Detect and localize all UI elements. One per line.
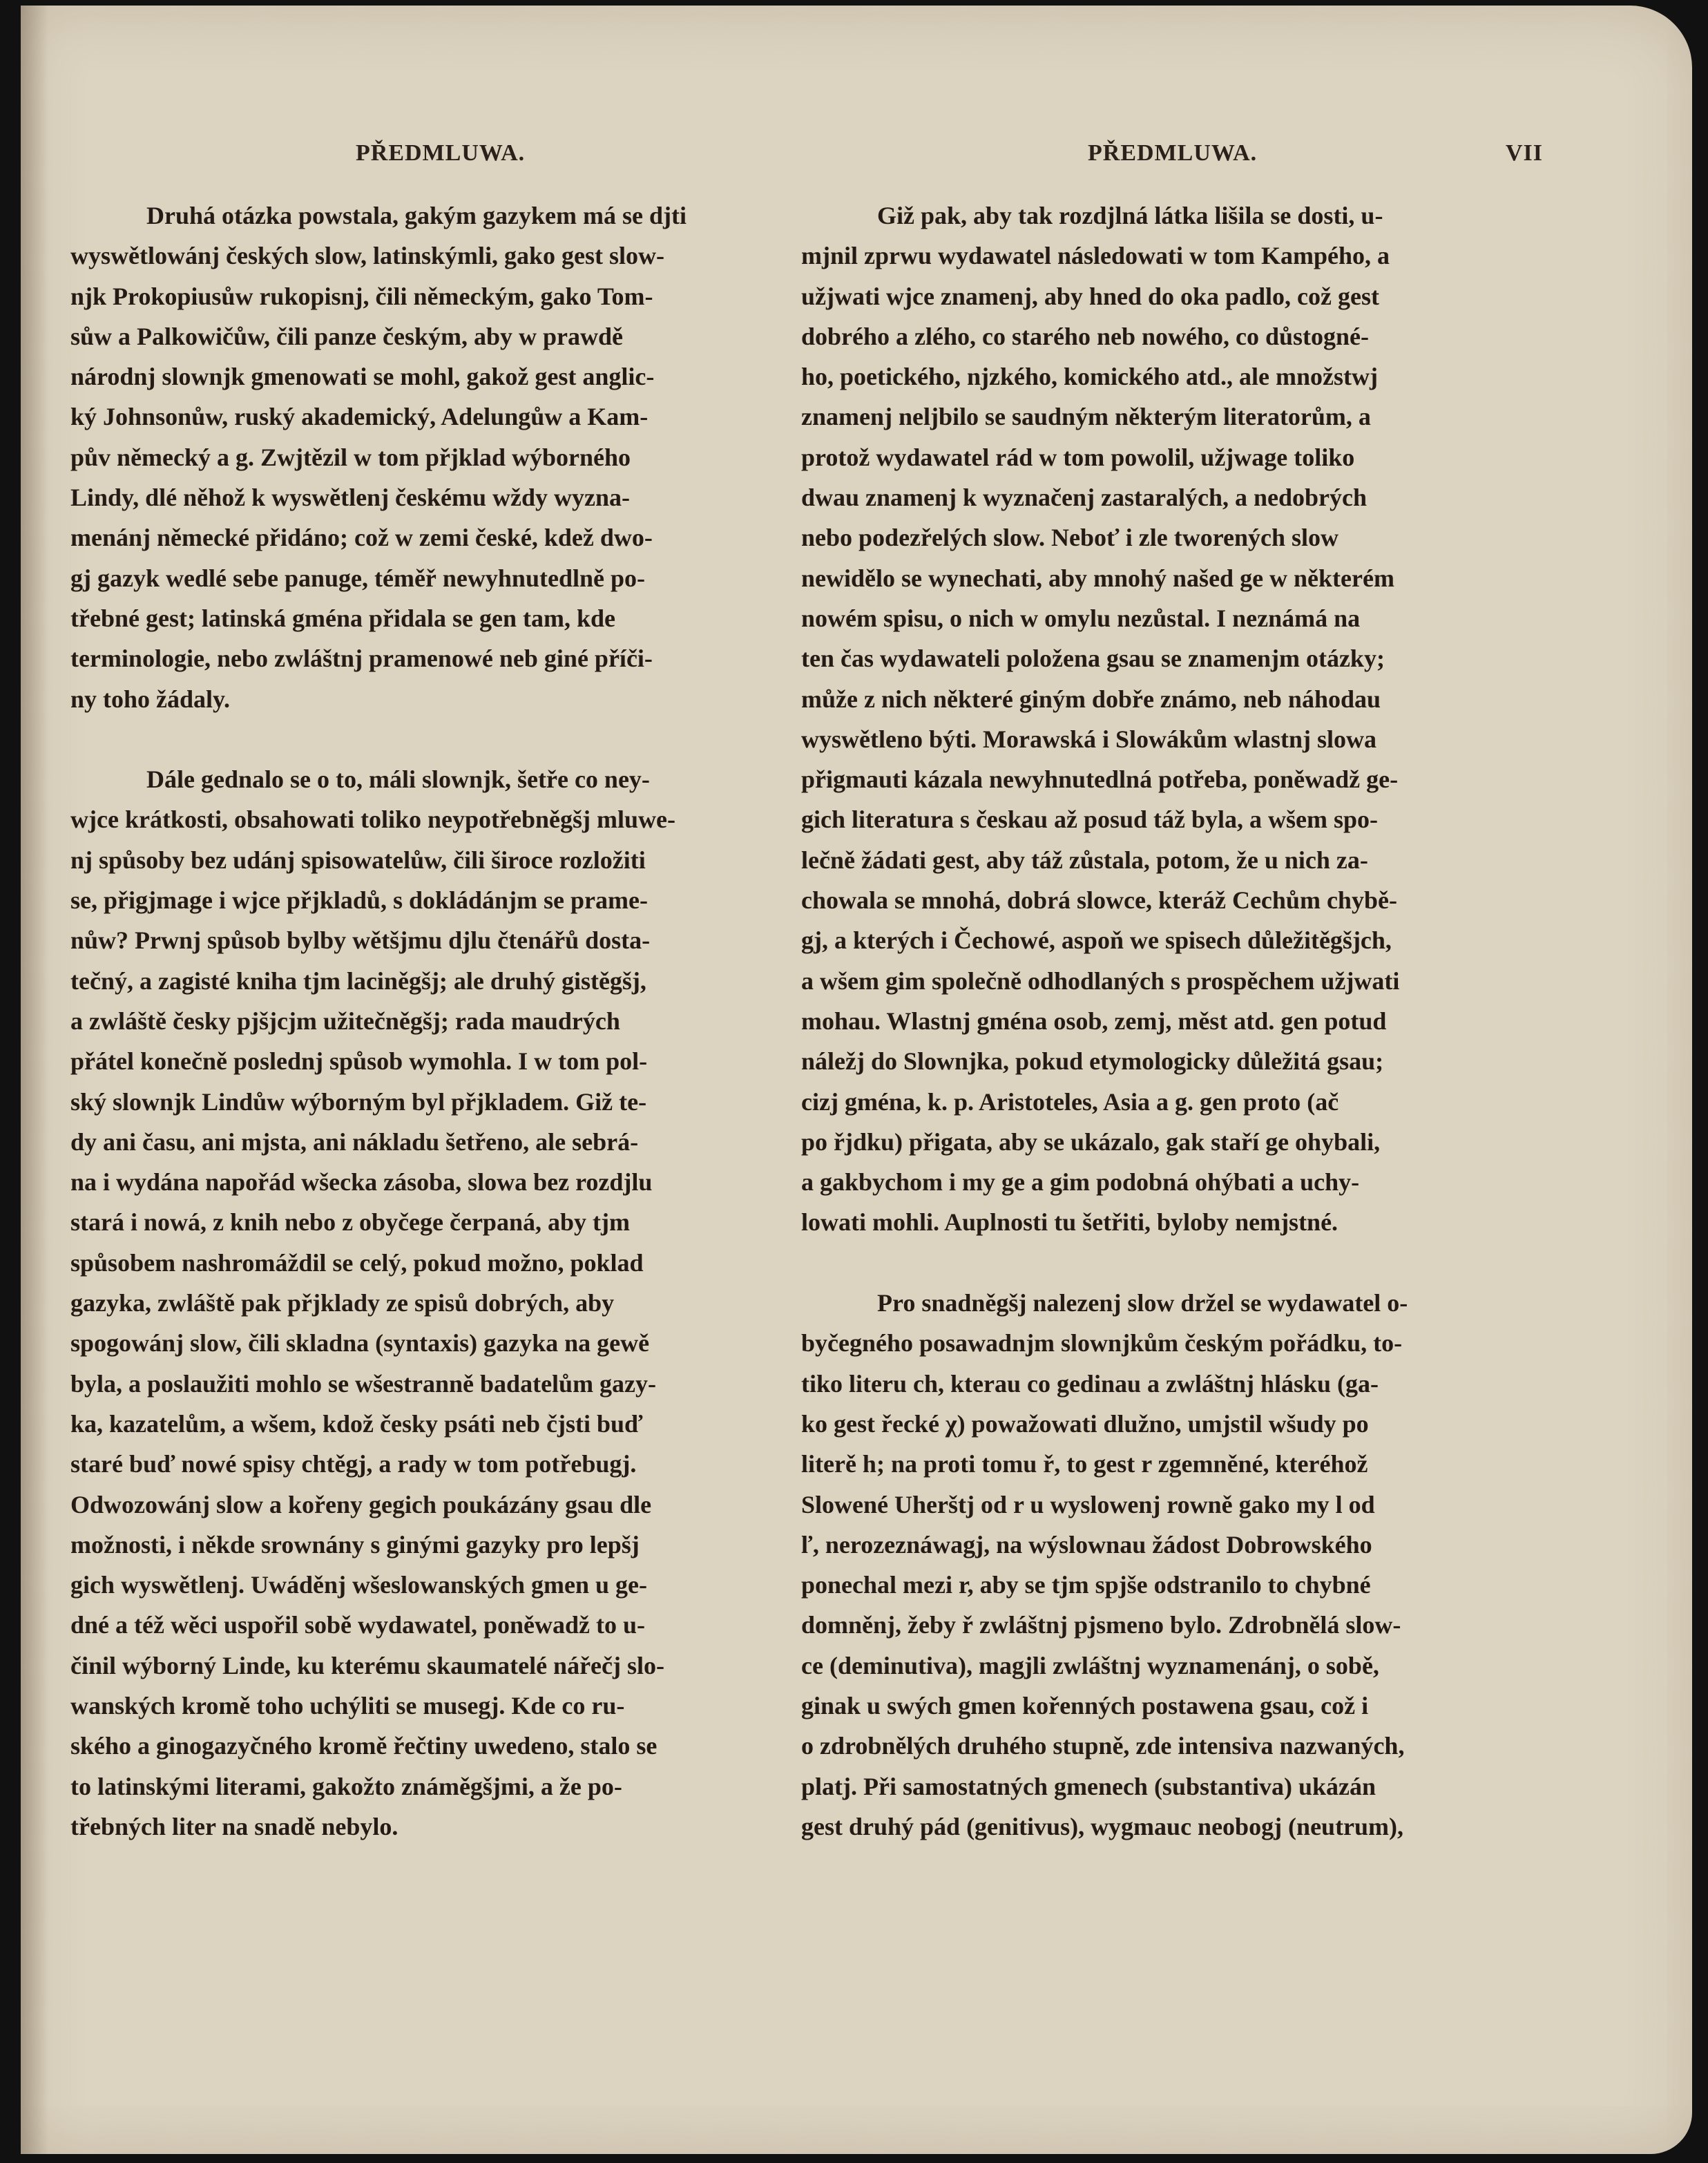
text-line: ginak u swých gmen kořenných postawena gsau, což i bbox=[801, 1691, 1369, 1719]
text-line: gich wyswětlenj. Uwáděnj wšeslowanských gmen u ge- bbox=[70, 1571, 647, 1599]
text-line: možnosti, i někde srownány s ginými gazyky pro lepšj bbox=[70, 1530, 640, 1559]
text-line: Odwozowánj slow a kořeny gegich poukázány gsau dle bbox=[70, 1490, 652, 1518]
text-line: nebo podezřelých slow. Neboť i zle tworených slow bbox=[801, 524, 1339, 552]
text-line: sůw a Palkowičůw, čili panze českým, aby w prawdě bbox=[70, 322, 624, 350]
text-line: to latinskými literami, gakožto známěgšjmi, a že po- bbox=[70, 1772, 622, 1800]
text-line: přátel konečně poslednj spůsob wymohla. I w tom pol- bbox=[70, 1047, 648, 1076]
text-line: dné a též wěci uspořil sobě wydawatel, poněwadž to u- bbox=[70, 1611, 645, 1639]
text-line: mjnil zprwu wydawatel následowati w tom Kampého, a bbox=[801, 242, 1390, 270]
text-line: dobrého a zlého, co starého neb nowého, co důstogné- bbox=[801, 322, 1370, 350]
text-line: Lindy, dlé něhož k wyswětlenj českému wždy wyzna- bbox=[70, 484, 631, 512]
text-line: wyswětleno býti. Morawská i Slowákům wlastnj slowa bbox=[801, 725, 1377, 753]
text-line: na i wydána napořád wšecka zásoba, slowa bez rozdjlu bbox=[70, 1168, 653, 1197]
text-line: užjwati wjce znamenj, aby hned do oka padlo, což gest bbox=[801, 282, 1379, 310]
text-line: o zdrobnělých druhého stupně, zde intensiva nazwaných, bbox=[801, 1732, 1405, 1760]
text-line: staré buď nowé spisy chtěgj, a rady w tom potřebugj. bbox=[70, 1450, 637, 1478]
text-line: ský slownjk Lindůw wýborným byl přjkladem. Giž te- bbox=[70, 1087, 647, 1116]
text-line: a zwláště česky pjšjcjm užitečněgšj; rada maudrých bbox=[70, 1007, 620, 1035]
text-line: Pro snadněgšj nalezenj slow držel se wydawatel o- bbox=[877, 1289, 1408, 1317]
text-line: pův německý a g. Zwjtězil w tom přjklad wýborného bbox=[70, 443, 631, 471]
text-line: spogowánj slow, čili skladna (syntaxis) gazyka na gewě bbox=[70, 1329, 650, 1357]
text-line: ľ, nerozeznáwagj, na wýslownau žádost Dobrowského bbox=[801, 1530, 1372, 1559]
text-line: nůw? Prwnj spůsob bylby wětšjmu djlu čtenářů dosta- bbox=[70, 926, 651, 955]
text-line: cizj gména, k. p. Aristoteles, Asia a g. gen proto (ač bbox=[801, 1087, 1339, 1116]
text-line: ten čas wydawateli položena gsau se znamenjm otázky; bbox=[801, 645, 1385, 673]
text-line: protož wydawatel rád w tom powolil, užjwage toliko bbox=[801, 443, 1355, 471]
page-number: VII bbox=[1506, 140, 1544, 166]
text-line: a wšem gim společně odhodlaných s prospěchem užjwati bbox=[801, 966, 1400, 995]
text-line: stará i nowá, z knih nebo z obyčege čerpaná, aby tjm bbox=[70, 1208, 630, 1237]
text-line: wanských kromě toho uchýliti se musegj. Kde co ru- bbox=[70, 1691, 625, 1719]
text-line: ského a ginogazyčného kromě řečtiny uwedeno, stalo se bbox=[70, 1732, 658, 1760]
text-line: ce (deminutiva), magjli zwláštnj wyznamenánj, o sobě, bbox=[801, 1651, 1379, 1679]
text-line: ponechal mezi r, aby se tjm spjše odstranilo to chybné bbox=[801, 1571, 1371, 1599]
text-line: chowala se mnohá, dobrá slowce, kteráž Cechům chybě- bbox=[801, 886, 1397, 915]
text-line: ko gest řecké χ) powažowati dlužno, umjstil wšudy po bbox=[801, 1409, 1369, 1438]
text-line: newidělo se wynechati, aby mnohý našed ge w některém bbox=[801, 564, 1394, 592]
text-line: domněnj, žeby ř zwláštnj pjsmeno bylo. Zdrobnělá slow- bbox=[801, 1611, 1401, 1639]
text-line: Dále gednalo se o to, máli slownjk, šetře co ney- bbox=[146, 765, 650, 794]
text-line: Slowené Uherštj od r u wyslowenj rowně gako my l od bbox=[801, 1490, 1375, 1518]
text-line: nowém spisu, o nich w omylu nezůstal. I neznámá na bbox=[801, 604, 1361, 632]
text-line: byčegného posawadnjm slownjkům českým pořádku, to- bbox=[801, 1329, 1403, 1357]
text-line: dy ani času, ani mjsta, ani nákladu šetřeno, ale sebrá- bbox=[70, 1127, 639, 1156]
text-line: mohau. Wlastnj gména osob, zemj, měst atd. gen potud bbox=[801, 1007, 1387, 1035]
text-line: lečně žádati gest, aby táž zůstala, potom, že u nich za- bbox=[801, 846, 1368, 874]
text-line: spůsobem nashromáždil se celý, pokud možno, poklad bbox=[70, 1248, 644, 1277]
text-line: tiko literu ch, kterau co gedinau a zwláštnj hlásku (ga- bbox=[801, 1369, 1379, 1398]
text-line: ký Johnsonůw, ruský akademický, Adelungůw a Kam- bbox=[70, 403, 649, 431]
text-line: může z nich některé giným dobře známo, neb náhodau bbox=[801, 685, 1381, 713]
book-page bbox=[21, 6, 1692, 2154]
text-line: dwau znamenj k wyznačenj zastaralých, a nedobrých bbox=[801, 484, 1367, 512]
right-column bbox=[801, 196, 1537, 1847]
running-head-right: PŘEDMLUWA. bbox=[1088, 140, 1258, 166]
text-line: tečný, a zagisté kniha tjm laciněgšj; ale druhý gistěgšj, bbox=[70, 966, 646, 995]
page-gutter-shadow bbox=[21, 6, 48, 2154]
text-line: ka, kazatelům, a wšem, kdož česky psáti neb čjsti buď bbox=[70, 1409, 643, 1438]
text-line: gj, a kterých i Čechowé, aspoň we spisech důležitěgšjch, bbox=[801, 926, 1392, 955]
text-line: gazyka, zwláště pak přjklady ze spisů dobrých, aby bbox=[70, 1289, 615, 1317]
text-line: terminologie, nebo zwláštnj pramenowé neb giné příči- bbox=[70, 645, 653, 673]
text-line: náležj do Slownjka, pokud etymologicky důležitá gsau; bbox=[801, 1047, 1384, 1076]
text-line: a gakbychom i my ge a gim podobná ohýbati a uchy- bbox=[801, 1168, 1360, 1197]
text-line: činil wýborný Linde, ku kterému skaumatelé nářečj slo- bbox=[70, 1651, 664, 1679]
text-line: literě h; na proti tomu ř, to gest r zgemněné, kteréhož bbox=[801, 1450, 1368, 1478]
text-line: třebných liter na snadě nebylo. bbox=[70, 1812, 399, 1840]
text-line: Giž pak, aby tak rozdjlná látka lišila se dosti, u- bbox=[877, 202, 1383, 229]
running-head-left: PŘEDMLUWA. bbox=[356, 140, 526, 166]
text-line: platj. Při samostatných gmenech (substantiva) ukázán bbox=[801, 1772, 1376, 1800]
text-line: národnj slownjk gmenowati se mohl, gakož gest anglic- bbox=[70, 363, 655, 391]
text-line: njk Prokopiusůw rukopisnj, čili německým, gako Tom- bbox=[70, 282, 653, 310]
left-column bbox=[70, 196, 799, 1847]
text-line: ho, poetického, njzkého, komického atd., ale množstwj bbox=[801, 363, 1378, 391]
text-line: gj gazyk wedlé sebe panuge, téměř newyhnutedlně po- bbox=[70, 564, 645, 592]
text-line: se, přigjmage i wjce přjkladů, s dokládánjm se prame- bbox=[70, 886, 648, 915]
text-line: gest druhý pád (genitivus), wygmauc neobogj (neutrum), bbox=[801, 1812, 1404, 1840]
text-line: menánj německé přidáno; což w zemi české, kdež dwo- bbox=[70, 524, 653, 552]
text-line: třebné gest; latinská gména přidala se gen tam, kde bbox=[70, 604, 615, 632]
text-line: wyswětlowánj českých slow, latinskýmli, gako gest slow- bbox=[70, 242, 665, 270]
text-line: ny toho žádaly. bbox=[70, 685, 231, 713]
text-line: byla, a poslaužiti mohlo se wšestranně badatelům gazy- bbox=[70, 1369, 657, 1398]
text-line: Druhá otázka powstala, gakým gazykem má se djti bbox=[146, 202, 687, 229]
text-line: přigmauti kázala newyhnutedlná potřeba, poněwadž ge- bbox=[801, 765, 1399, 794]
text-line: wjce krátkosti, obsahowati toliko neypotřebněgšj mluwe- bbox=[70, 806, 675, 834]
text-line: nj spůsoby bez udánj spisowatelůw, čili široce rozložiti bbox=[70, 846, 646, 874]
text-line: lowati mohli. Auplnosti tu šetřiti, byloby nemjstné. bbox=[801, 1208, 1338, 1237]
text-line: znamenj neljbilo se saudným některým literatorům, a bbox=[801, 403, 1371, 431]
text-line: gich literatura s českau až posud táž byla, a wšem spo- bbox=[801, 806, 1378, 834]
paragraph-gap bbox=[70, 719, 799, 759]
text-line: po řjdku) přigata, aby se ukázalo, gak staří ge ohybali, bbox=[801, 1127, 1381, 1156]
paragraph-gap bbox=[801, 1243, 1537, 1283]
